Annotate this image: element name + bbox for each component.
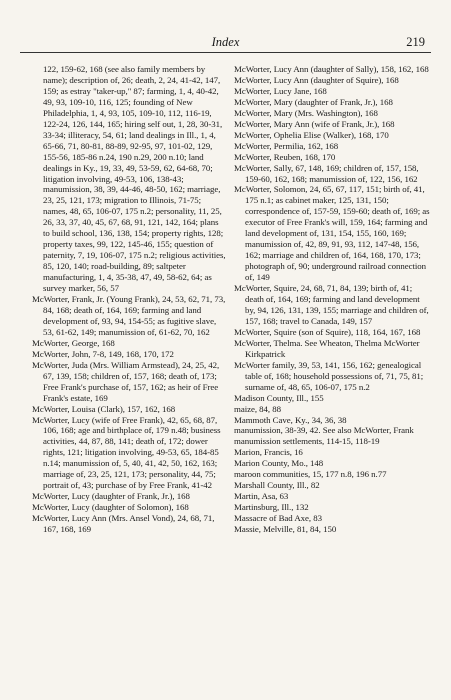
- index-entry: McWorter, Ophelia Elise (Walker), 168, 170: [234, 129, 389, 140]
- running-head: Index: [211, 35, 240, 49]
- index-entry: McWorter, Louisa (Clark), 157, 162, 168: [32, 403, 176, 414]
- index-entry: McWorter, Lucy Ann (daughter of Squire), 168: [234, 74, 399, 85]
- index-column-right: [234, 64, 431, 535]
- index-entry: McWorter, Lucy (daughter of Frank, Jr.), 168: [32, 491, 190, 502]
- index-entry: maize, 84, 88: [234, 403, 281, 414]
- index-entry: Martin, Asa, 63: [234, 491, 289, 502]
- index-entry: McWorter, Mary (Mrs. Washington), 168: [234, 107, 378, 118]
- index-entry: McWorter family, 39, 53, 141, 156, 162; genealogical table of, 168; household possessions of, 71, 75, 81; surname of, 48, 65, 106-07, 175 n.2: [234, 359, 424, 392]
- index-entry: McWorter, Lucy Ann (Mrs. Ansel Vond), 24, 68, 71, 167, 168, 169: [32, 513, 215, 535]
- header-rule: [20, 52, 431, 53]
- page-number: 219: [406, 35, 425, 49]
- index-entry: Madison County, Ill., 155: [234, 392, 324, 403]
- index-entry: maroon communities, 15, 177 n.8, 196 n.77: [234, 469, 387, 480]
- index-entry: McWorter, Lucy (daughter of Solomon), 168: [32, 502, 189, 513]
- index-entry: McWorter, Lucy (wife of Free Frank), 42, 65, 68, 87, 106, 168; age and birthplace of, 179 n.48; business activities, 44, 87, 88, 141; death of, 172; dower rights, 121; litigation involving, 49-53, 65, 184-85 n.14; manumission of, 5, 40, 41, 42, 50, 162, 163; marriage of, 23, 25, 121, 173; personality, 44, 75; portrait of, 43; purchase of by Free Frank, 41-42: [32, 414, 221, 491]
- index-entry: McWorter, Solomon, 24, 65, 67, 117, 151; birth of, 41, 175 n.1; as cabinet maker, 125, 131, 150; correspondence of, 157-59, 159-60; death of, 169; as executor of Free Frank's will, 159, 164; farming and land development of, 131, 154, 155, 160, 169; manumission of, 42, 89, 91, 93, 112, 147-48, 156, 162; marriage and children of, 164, 168, 170, 173; photograph of, 90; underground railroad connection of, 149: [234, 184, 430, 283]
- index-entry: Massie, Melville, 81, 84, 150: [234, 524, 337, 535]
- index-entry-continuation: 122, 159-62, 168 (see also family members by name); description of, 26; death, 2, 24, 41-42, 147, 159; as estray "taker-up," 87; farming, 1, 4, 40-42, 49, 93, 109-10, 116, 125; founding of New Philadelphia, 1, 4, 93, 105, 109-10, 112, 116-19, 122-24, 126, 144, 165; hiring self out, 1, 28, 30-31, 33-34; illiteracy, 54, 61; land dealings in Ill., 1, 4, 65-66, 71, 80-81, 88-89, 92-95, 97, 101-02, 129, 155-56, 185-86 n.24, 190 n.29, 200 n.10; land dealings in Ky., 19, 33, 49, 53-59, 62, 64-68, 70; litigation involving, 49-53, 106, 138-43; manumission, 38, 39, 44-46, 48-50, 162; marriage, 23, 25, 121, 173; migration to Illinois, 71-75; names, 48, 65, 106-07, 175 n.2; personality, 11, 25, 26, 33, 37, 40, 45, 67, 68, 91, 121, 142, 164; plans to build school, 136, 138, 154; property rights, 128; property taxes, 99, 122, 145-46, 155; question of paternity, 7, 19, 106-07, 175 n.2; religious activities, 85, 120, 140; road-building, 89; saltpeter manufacturing, 1, 4, 35-38, 47, 49, 58-62, 64; as survey marker, 56, 57: [43, 64, 226, 294]
- index-entry: McWorter, Frank, Jr. (Young Frank), 24, 53, 62, 71, 73, 84, 168; death of, 164, 169; farming and land development of, 93, 94, 154-55; as fugitive slave, 53, 61-62, 149; manumission of, 61-62, 70, 162: [32, 294, 226, 337]
- index-entry: McWorter, Permilia, 162, 168: [234, 140, 339, 151]
- index-entry: McWorter, George, 168: [32, 337, 115, 348]
- index-entry: Martinsburg, Ill., 132: [234, 502, 309, 513]
- index-entry: McWorter, John, 7-8, 149, 168, 170, 172: [32, 348, 174, 359]
- index-entry: Marshall County, Ill., 82: [234, 480, 320, 491]
- index-entry: manumission settlements, 114-15, 118-19: [234, 436, 380, 447]
- index-entry: McWorter, Juda (Mrs. William Armstead), 24, 25, 42, 67, 139, 158; children of, 157, 168; death of, 173; Free Frank's purchase of, 157, 162; as heir of Free Frank's estate, 169: [32, 359, 220, 403]
- index-entry: McWorter, Squire (son of Squire), 118, 164, 167, 168: [234, 326, 421, 337]
- index-entry: McWorter, Lucy Jane, 168: [234, 85, 327, 96]
- page-header: [20, 34, 431, 50]
- index-entry: Mammoth Cave, Ky., 34, 36, 38: [234, 414, 347, 425]
- index-entry: Marion County, Mo., 148: [234, 458, 324, 469]
- index-entry: McWorter, Mary Ann (wife of Frank, Jr.), 168: [234, 118, 395, 129]
- index-entry: McWorter, Lucy Ann (daughter of Sally), 158, 162, 168: [234, 64, 429, 74]
- index-entry: McWorter, Thelma. See Wheaton, Thelma McWorter Kirkpatrick: [234, 337, 420, 359]
- index-entry: Massacre of Bad Axe, 83: [234, 513, 322, 524]
- index-entry: manumission, 38-39, 42. See also McWorter, Frank: [234, 425, 414, 436]
- index-entry: McWorter, Sally, 67, 148, 169; children of, 157, 158, 159-60, 162, 168; manumission of, 122, 156, 162: [234, 162, 419, 184]
- index-entry: McWorter, Mary (daughter of Frank, Jr.), 168: [234, 96, 393, 107]
- index-entry: McWorter, Squire, 24, 68, 71, 84, 139; birth of, 41; death of, 164, 169; farming and land development by, 94, 126, 131, 139, 155; marriage and children of, 157, 168; travel to Canada, 149, 157: [234, 283, 429, 326]
- index-entry: McWorter, Reuben, 168, 170: [234, 151, 336, 162]
- index-column-left: [32, 64, 227, 535]
- index-entry: Marion, Francis, 16: [234, 447, 303, 458]
